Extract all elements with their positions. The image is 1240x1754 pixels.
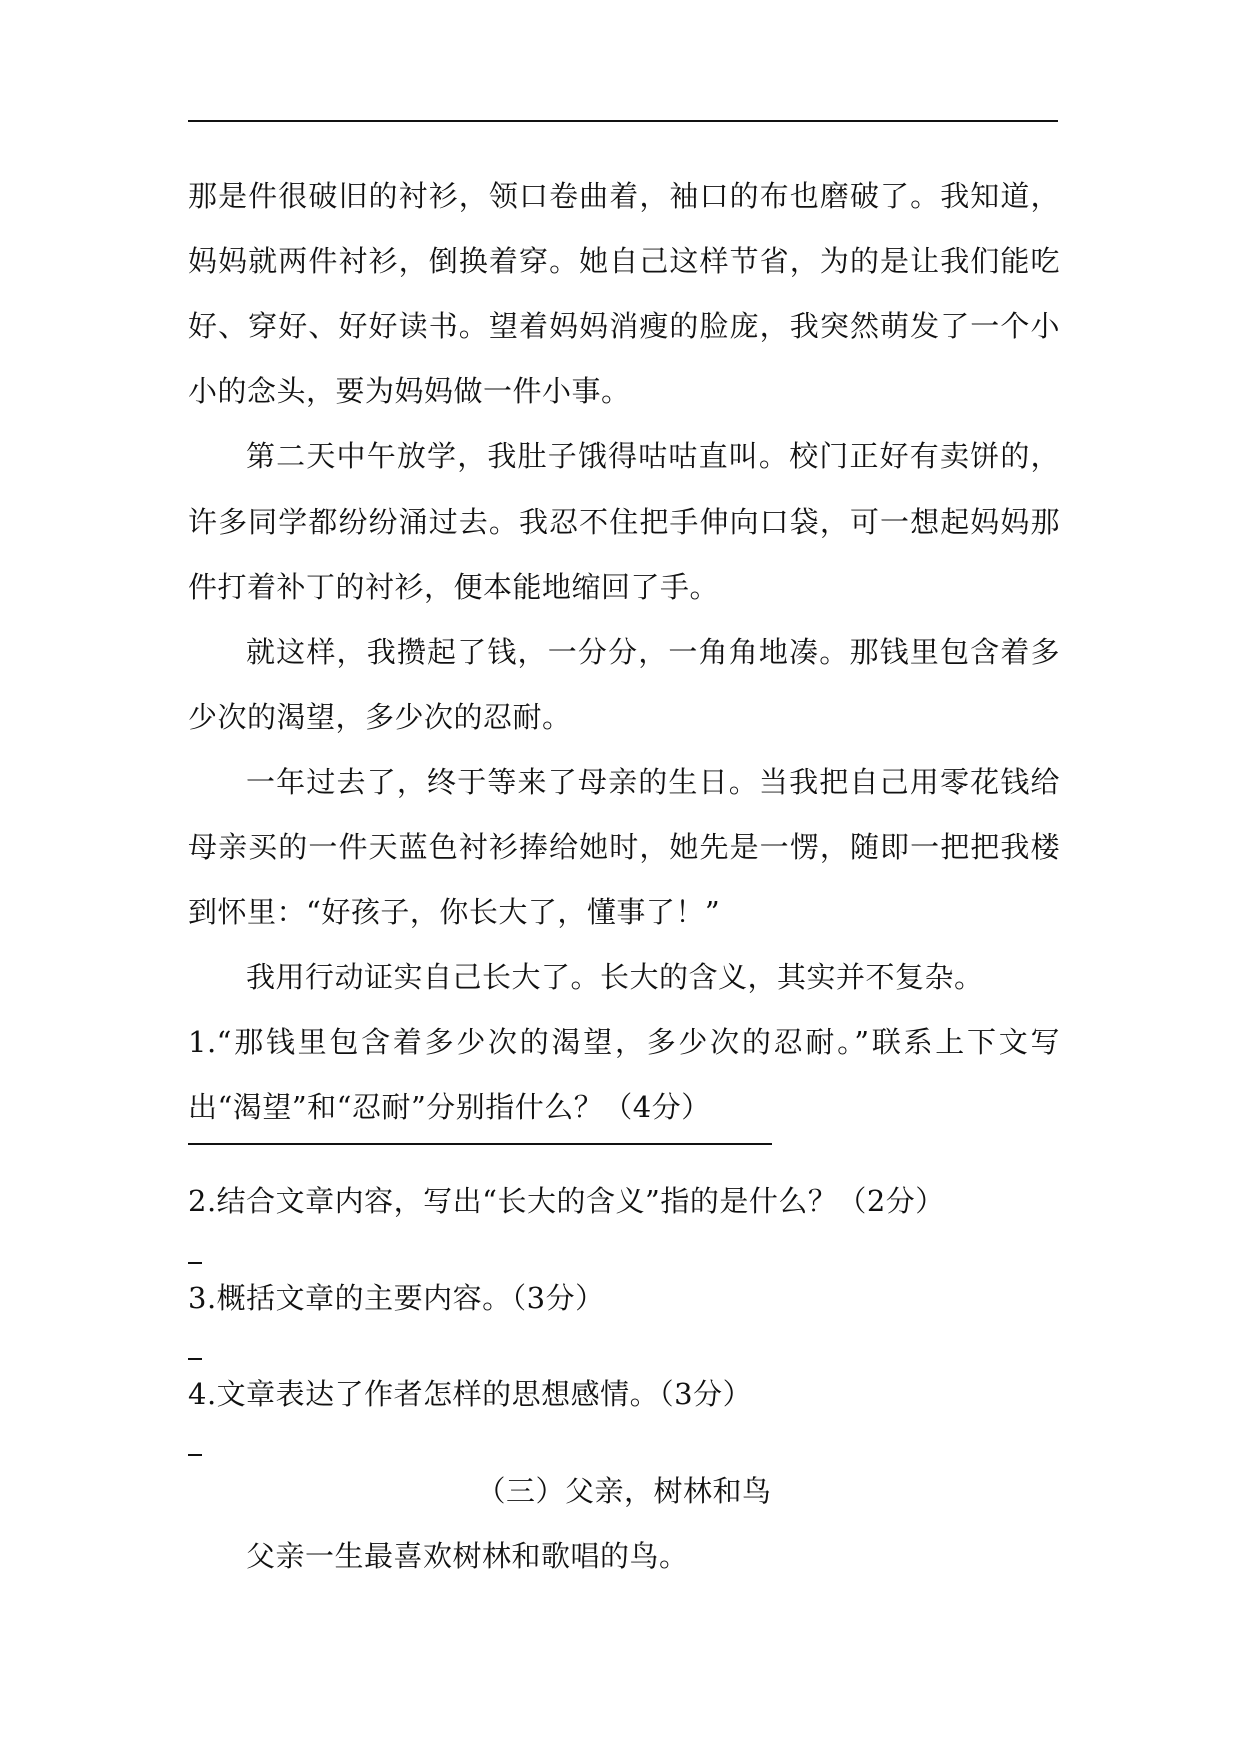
passage-line-12: 到怀里：“好孩子，你长大了，懂事了！” <box>188 895 721 929</box>
question-2: 2.结合文章内容，写出“长大的含义”指的是什么？（2分） <box>188 1184 945 1218</box>
section-first-line: 父亲一生最喜欢树林和歌唱的鸟。 <box>246 1539 689 1573</box>
answer-blank-4[interactable] <box>188 1454 202 1456</box>
passage-line-10: 一年过去了，终于等来了母亲的生日。当我把自己用零花钱给 <box>246 765 1060 799</box>
section-title: （三）父亲，树林和鸟 <box>476 1474 772 1508</box>
passage-line-9: 少次的渴望，多少次的忍耐。 <box>188 700 572 734</box>
question-4: 4.文章表达了作者怎样的思想感情。（3分） <box>188 1377 753 1411</box>
passage-line-8: 就这样，我攒起了钱，一分分，一角角地凑。那钱里包含着多 <box>246 635 1060 669</box>
answer-blank-2[interactable] <box>188 1262 202 1264</box>
passage-line-11: 母亲买的一件天蓝色衬衫捧给她时，她先是一愣，随即一把把我楼 <box>188 830 1060 864</box>
passage-line-5: 第二天中午放学，我肚子饿得咕咕直叫。校门正好有卖饼的， <box>246 439 1060 473</box>
answer-line-1[interactable] <box>188 1143 772 1145</box>
passage-line-6: 许多同学都纷纷涌过去。我忍不住把手伸向口袋，可一想起妈妈那 <box>188 505 1060 539</box>
question-1-line-2: 出“渴望”和“忍耐”分别指什么？（4分） <box>188 1090 711 1124</box>
passage-line-1: 那是件很破旧的衬衫，领口卷曲着，袖口的布也磨破了。我知道， <box>188 179 1060 213</box>
passage-line-13: 我用行动证实自己长大了。长大的含义，其实并不复杂。 <box>246 960 984 994</box>
passage-line-3: 好、穿好、好好读书。望着妈妈消瘦的脸庞，我突然萌发了一个小 <box>188 309 1060 343</box>
passage-line-2: 妈妈就两件衬衫，倒换着穿。她自己这样节省，为的是让我们能吃 <box>188 244 1060 278</box>
passage-line-4: 小的念头，要为妈妈做一件小事。 <box>188 374 631 408</box>
question-1-line-1: 1.“那钱里包含着多少次的渴望，多少次的忍耐。”联系上下文写 <box>188 1025 1060 1059</box>
passage-line-7: 件打着补丁的衬衫，便本能地缩回了手。 <box>188 570 720 604</box>
question-3: 3.概括文章的主要内容。（3分） <box>188 1281 605 1315</box>
answer-blank-3[interactable] <box>188 1358 202 1360</box>
header-rule <box>188 120 1058 122</box>
